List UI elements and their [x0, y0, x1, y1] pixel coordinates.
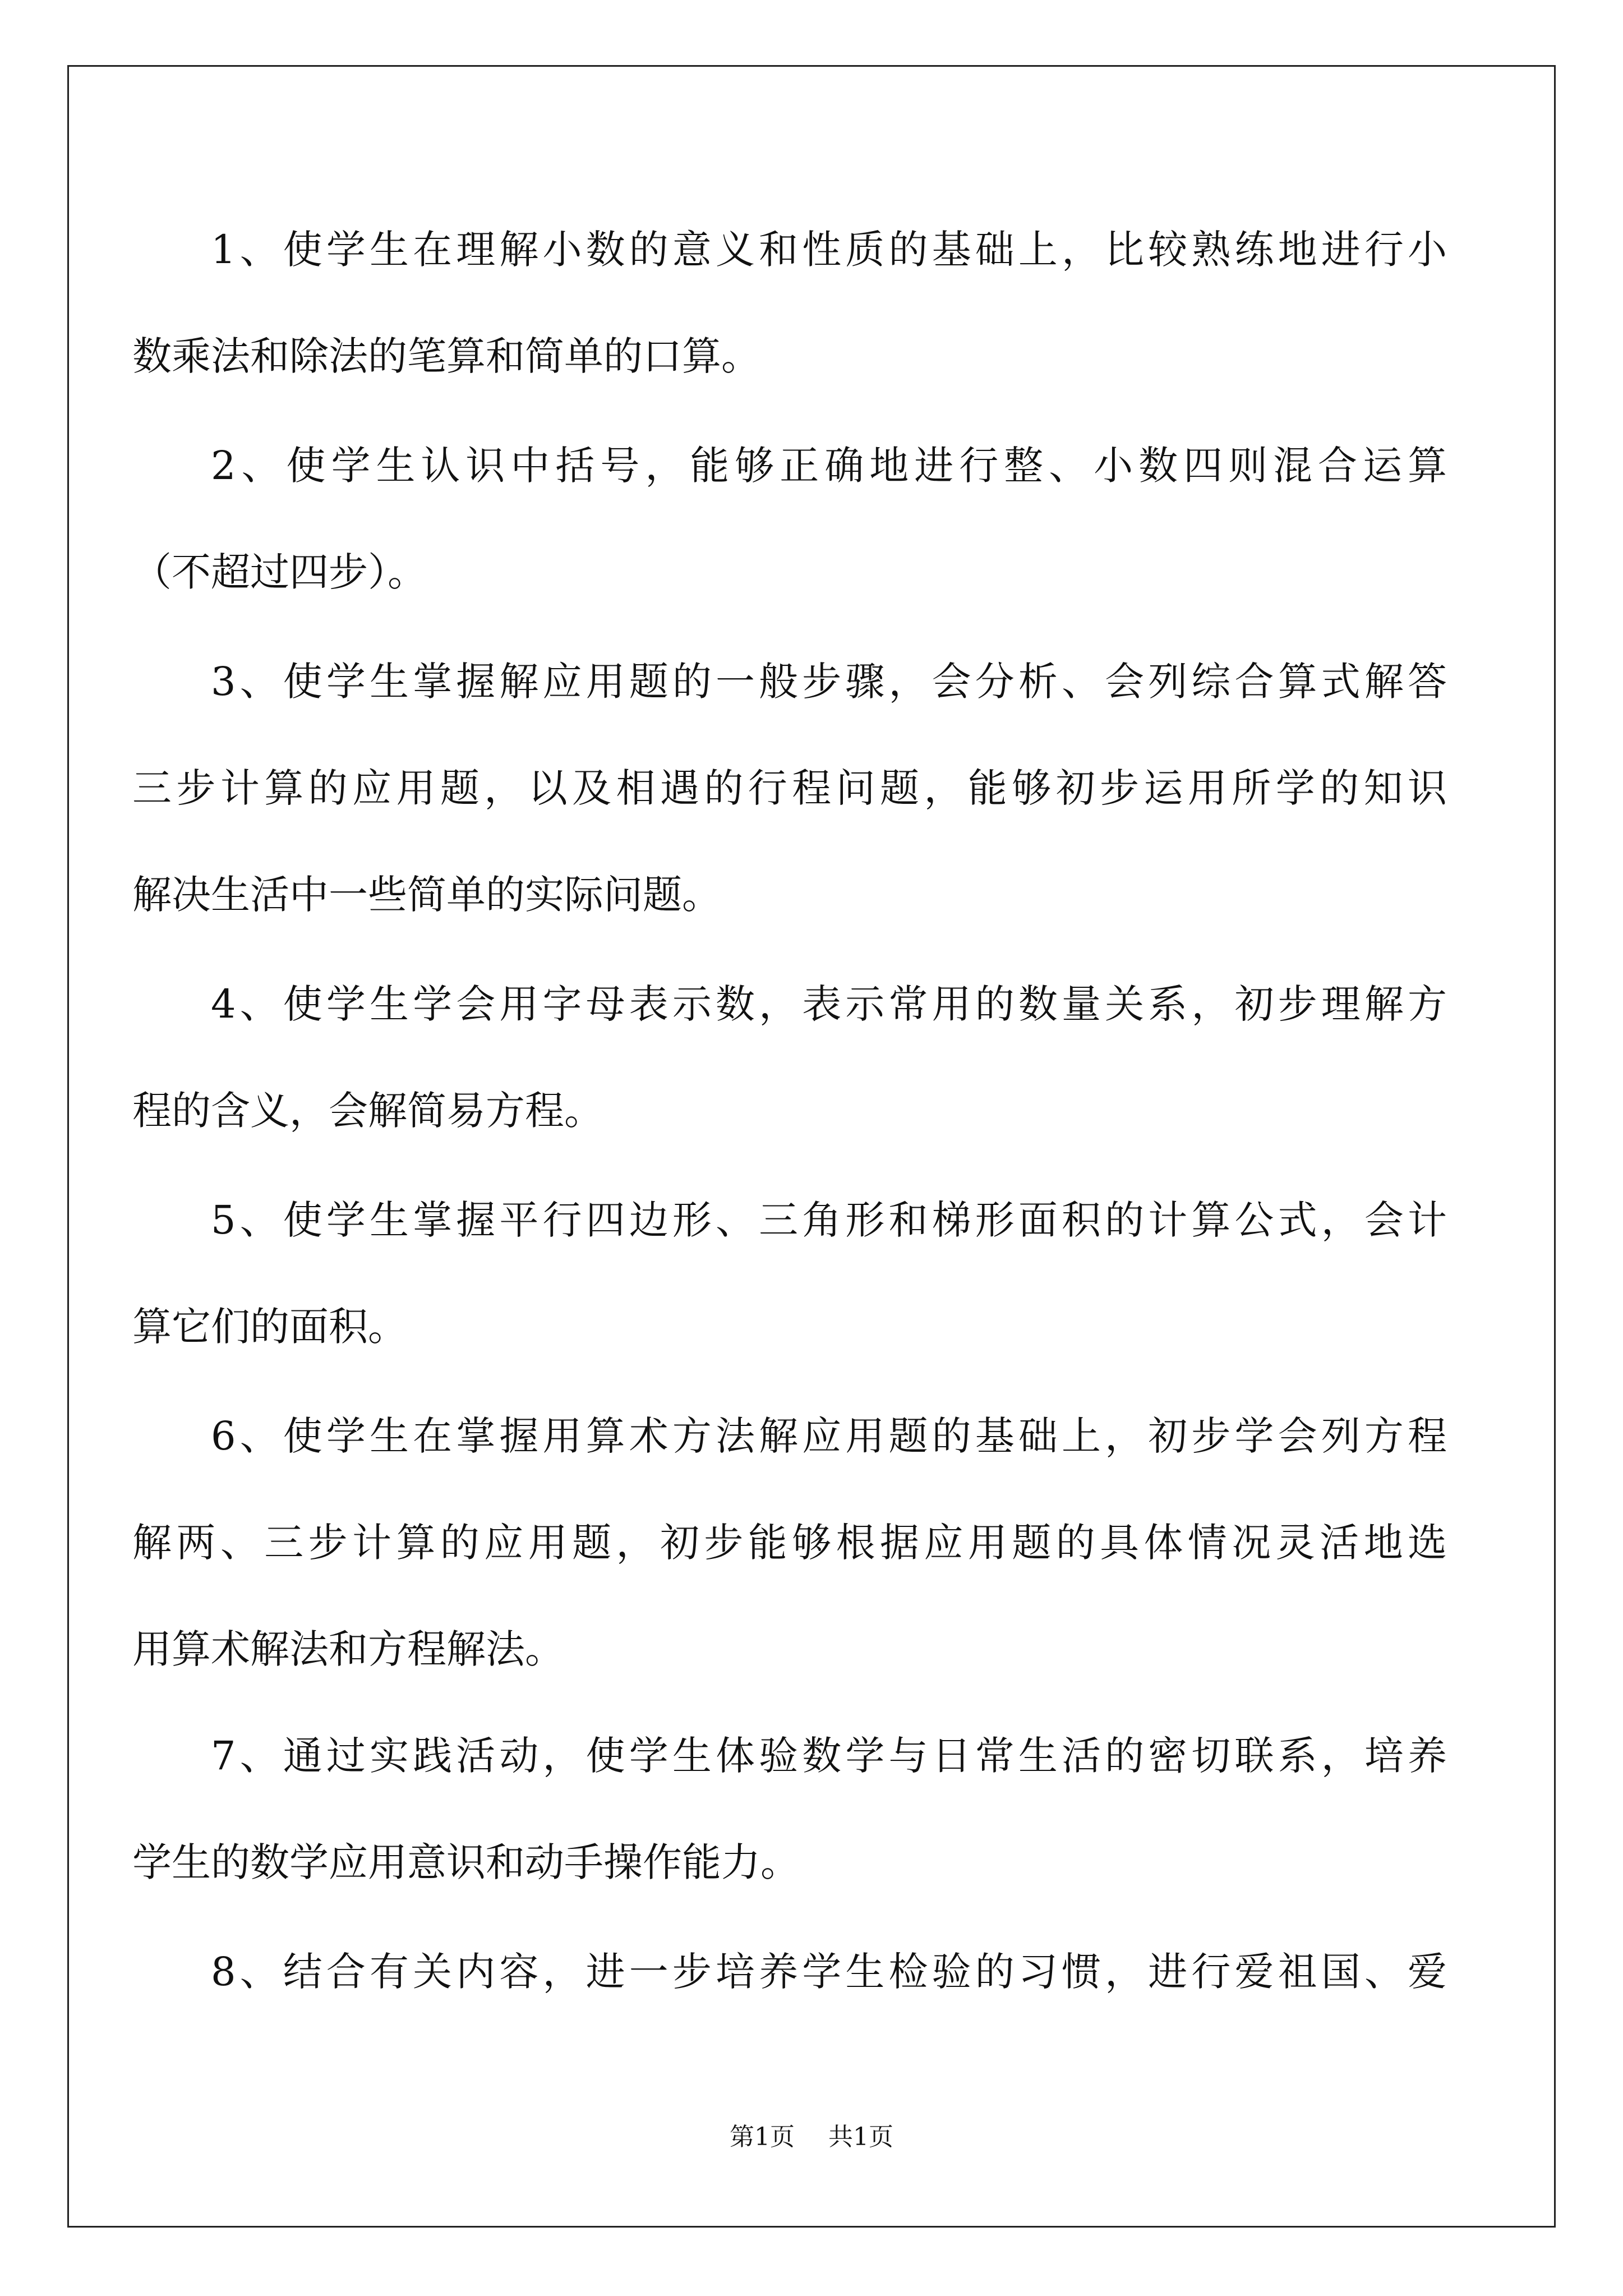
paragraph-3-line-3: 解决生活中一些简单的实际问题。	[132, 872, 721, 918]
paragraph-5-line-2: 算它们的面积。	[132, 1304, 407, 1350]
page-footer	[0, 2120, 1623, 2154]
paragraph-5-line-1: 5、使学生掌握平行四边形、三角形和梯形面积的计算公式，会计	[211, 1197, 1447, 1243]
paragraph-4-line-1: 4、使学生学会用字母表示数，表示常用的数量关系，初步理解方	[211, 981, 1447, 1027]
paragraph-1-line-1: 1、使学生在理解小数的意义和性质的基础上，比较熟练地进行小	[211, 227, 1447, 273]
paragraph-4-line-2: 程的含义，会解简易方程。	[132, 1088, 603, 1134]
paragraph-8-line-1: 8、结合有关内容，进一步培养学生检验的习惯，进行爱祖国、爱	[211, 1949, 1447, 1995]
paragraph-3-line-2: 三步计算的应用题，以及相遇的行程问题，能够初步运用所学的知识	[132, 765, 1447, 811]
page-total: 共1页	[828, 2123, 893, 2151]
paragraph-2-line-2: （不超过四步）。	[132, 549, 427, 595]
paragraph-2-line-1: 2、使学生认识中括号，能够正确地进行整、小数四则混合运算	[211, 443, 1447, 489]
paragraph-7-line-2: 学生的数学应用意识和动手操作能力。	[132, 1839, 800, 1885]
paragraph-6-line-2: 解两、三步计算的应用题，初步能够根据应用题的具体情况灵活地选	[132, 1520, 1447, 1566]
paragraph-3-line-1: 3、使学生掌握解应用题的一般步骤，会分析、会列综合算式解答	[211, 659, 1447, 705]
paragraph-1-line-2: 数乘法和除法的笔算和简单的口算。	[132, 333, 760, 379]
paragraph-6-line-3: 用算术解法和方程解法。	[132, 1626, 564, 1672]
paragraph-6-line-1: 6、使学生在掌握用算术方法解应用题的基础上，初步学会列方程	[211, 1413, 1447, 1459]
page-border	[67, 65, 1556, 2228]
paragraph-7-line-1: 7、通过实践活动，使学生体验数学与日常生活的密切联系，培养	[211, 1733, 1447, 1779]
page-number: 第1页	[730, 2123, 795, 2151]
